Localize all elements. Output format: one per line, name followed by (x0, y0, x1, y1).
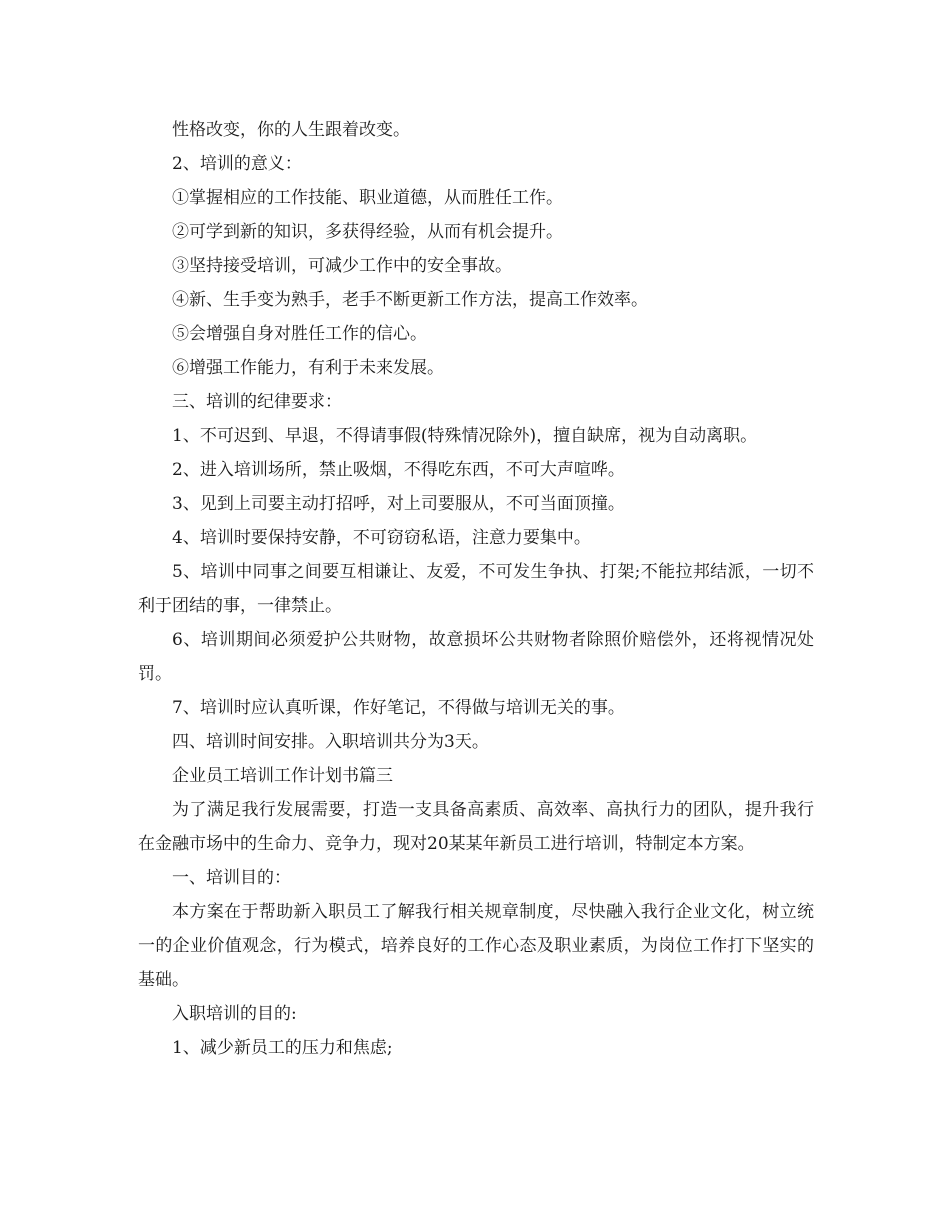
paragraph-7: ⑤会增强自身对胜任工作的信心。 (172, 324, 427, 344)
section-heading-discipline: 三、培训的纪律要求： (172, 392, 342, 412)
paragraph-5: ③坚持接受培训，可减少工作中的安全事故。 (172, 256, 512, 276)
paragraph-13: 4、培训时要保持安静，不可窃窃私语，注意力要集中。 (172, 528, 591, 548)
paragraph-10: 1、不可迟到、早退，不得请事假(特殊情况除外)，擅自缺席，视为自动离职。 (172, 426, 758, 446)
paragraph-12: 3、见到上司要主动打招呼，对上司要服从，不可当面顶撞。 (172, 494, 625, 514)
paragraph-1: 性格改变，你的人生跟着改变。 (172, 120, 410, 140)
section-heading-schedule: 四、培训时间安排。入职培训共分为3天。 (172, 732, 489, 752)
paragraph-15: 6、培训期间必须爱护公共财物，故意损坏公共财物者除照价赔偿外，还将视情况处罚。 (138, 630, 814, 684)
paragraph-23: 1、减少新员工的压力和焦虑; (172, 1038, 393, 1058)
paragraph-6: ④新、生手变为熟手，老手不断更新工作方法，提高工作效率。 (172, 290, 648, 310)
paragraph-14: 5、培训中同事之间要互相谦让、友爱，不可发生争执、打架;不能拉邦结派，一切不利于团结的事，一律禁止。 (138, 562, 814, 616)
document-subtitle: 企业员工培训工作计划书篇三 (172, 766, 393, 786)
paragraph-11: 2、进入培训场所，禁止吸烟，不得吃东西，不可大声喧哗。 (172, 460, 625, 480)
paragraph-3: ①掌握相应的工作技能、职业道德，从而胜任工作。 (172, 188, 563, 208)
paragraph-19: 为了满足我行发展需要，打造一支具备高素质、高效率、高执行力的团队，提升我行在金融市场中的生命力、竞争力，现对20某某年新员工进行培训，特制定本方案。 (138, 800, 814, 854)
paragraph-16: 7、培训时应认真听课，作好笔记，不得做与培训无关的事。 (172, 698, 625, 718)
section-heading-purpose: 一、培训目的： (172, 868, 291, 888)
document-body (138, 113, 814, 1065)
paragraph-4: ②可学到新的知识，多获得经验，从而有机会提升。 (172, 222, 563, 242)
paragraph-21: 本方案在于帮助新入职员工了解我行相关规章制度，尽快融入我行企业文化，树立统一的企业价值观念，行为模式，培养良好的工作心态及职业素质，为岗位工作打下坚实的基础。 (138, 902, 814, 990)
paragraph-22: 入职培训的目的: (172, 1004, 297, 1024)
paragraph-2: 2、培训的意义： (172, 154, 302, 174)
paragraph-8: ⑥增强工作能力，有利于未来发展。 (172, 358, 444, 378)
